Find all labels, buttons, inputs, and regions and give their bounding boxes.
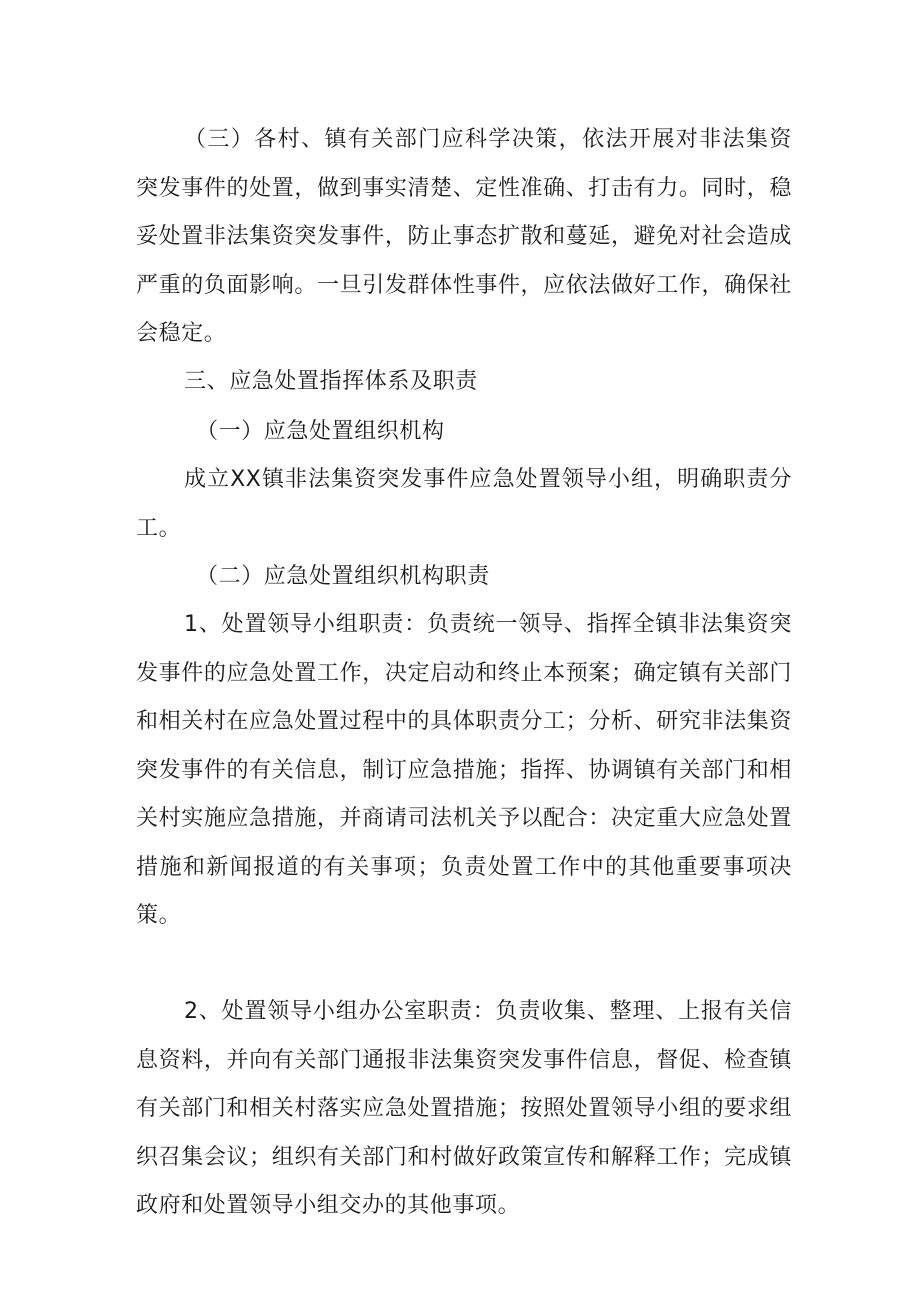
subsection-2-title: （二）应急处置组织机构职责: [196, 564, 490, 589]
item-2-office-duties: 2、处置领导小组办公室职责：负责收集、整理、上报有关信息资料，并向有关部门通报非法集资突发事件信息，督促、检查镇有关部门和相关村落实应急处置措施；按照处置领导小组的要求组织召集会议；组织有关部门和村做好政策宣传和解释工作；完成镇政府和处置领导小组交办的其他事项。: [136, 999, 792, 1218]
paragraph-establish-group: 成立XX镇非法集资突发事件应急处置领导小组，明确职责分工。: [136, 467, 792, 541]
subsection-1-title: （一）应急处置组织机构: [196, 419, 445, 444]
section-3-title: 三、应急处置指挥体系及职责: [184, 369, 478, 394]
item-1-leading-group-duties: 1、处置领导小组职责：负责统一领导、指挥全镇非法集资突发事件的应急处置工作，决定启动和终止本预案；确定镇有关部门和相关村在应急处置过程中的具体职责分工；分析、研究非法集资突发事件的有关信息，制订应急措施；指挥、协调镇有关部门和相关村实施应急措施，并商请司法机关予以配合：决定重大应急处置措施和新闻报道的有关事项；负责处置工作中的其他重要事项决策。: [136, 612, 792, 928]
paragraph-emergency-decision: （三）各村、镇有关部门应科学决策，依法开展对非法集资突发事件的处置，做到事实清楚、定性准确、打击有力。同时，稳妥处置非法集资突发事件，防止事态扩散和蔓延，避免对社会造成严重的负面影响。一旦引发群体性事件，应依法做好工作，确保社会稳定。: [136, 127, 792, 346]
